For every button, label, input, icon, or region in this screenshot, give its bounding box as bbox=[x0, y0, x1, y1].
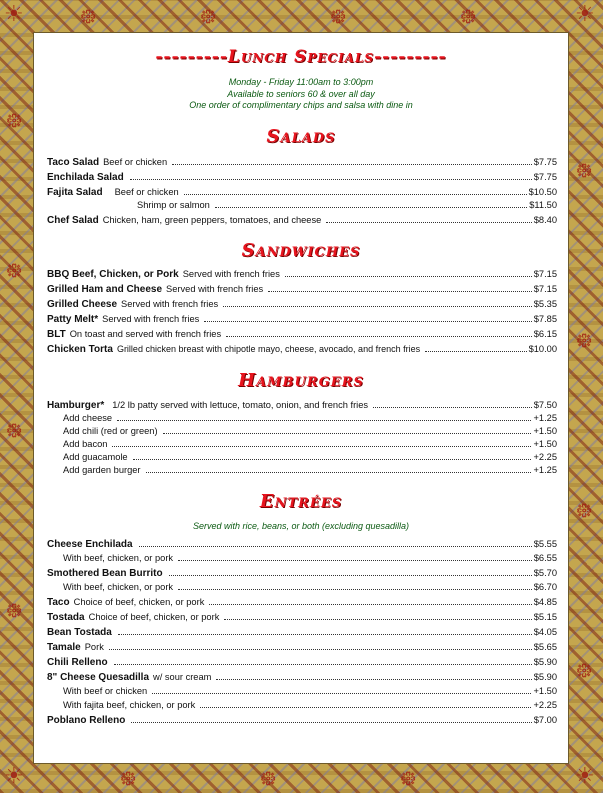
item-desc: Beef or chicken bbox=[103, 157, 168, 167]
item-price: $5.35 bbox=[533, 299, 557, 309]
item-desc: 1/2 lb patty served with lettuce, tomato, onion, and french fries bbox=[112, 400, 369, 410]
dot-leader bbox=[169, 575, 532, 576]
dot-leader bbox=[373, 407, 532, 408]
item-name: Taco Salad bbox=[47, 157, 100, 168]
menu-item bbox=[47, 329, 557, 343]
menu-item bbox=[47, 215, 557, 229]
info-line: Monday - Friday 11:00am to 3:00pm bbox=[228, 77, 374, 87]
spiral-motif-icon: ᪥ bbox=[460, 4, 477, 29]
item-name: Bean Tostada bbox=[47, 627, 112, 638]
menu-item bbox=[47, 439, 557, 453]
item-price: $10.50 bbox=[528, 187, 557, 197]
lunch-specials-heading: ---------Lunch Specials--------- bbox=[155, 47, 447, 67]
dot-leader bbox=[184, 194, 527, 195]
item-price: $5.90 bbox=[533, 657, 557, 667]
menu-item bbox=[47, 597, 557, 611]
item-price: $6.15 bbox=[533, 329, 557, 339]
dot-leader bbox=[131, 722, 531, 723]
menu-page bbox=[33, 32, 569, 764]
item-price: +2.25 bbox=[533, 700, 557, 710]
spiral-motif-icon: ᪥ bbox=[6, 418, 23, 443]
item-price: $5.90 bbox=[533, 672, 557, 682]
item-name: BBQ Beef, Chicken, or Pork bbox=[47, 269, 179, 280]
item-desc: On toast and served with french fries bbox=[69, 329, 222, 339]
item-desc: Beef or chicken bbox=[114, 187, 179, 197]
menu-item bbox=[47, 582, 557, 596]
spiral-motif-icon: ᪥ bbox=[576, 328, 593, 353]
item-name: Grilled Cheese bbox=[47, 299, 118, 310]
item-price: $7.85 bbox=[533, 314, 557, 324]
item-desc: Add cheese bbox=[63, 413, 113, 423]
dot-leader bbox=[146, 472, 532, 473]
dot-leader bbox=[285, 276, 532, 277]
dot-leader bbox=[178, 589, 532, 590]
item-name: Smothered Bean Burrito bbox=[47, 568, 163, 579]
menu-item bbox=[47, 539, 557, 553]
spiral-motif-icon: ᪥ bbox=[260, 766, 277, 791]
item-price: $5.70 bbox=[533, 568, 557, 578]
item-name: Tamale bbox=[47, 642, 81, 653]
item-price: $5.65 bbox=[533, 642, 557, 652]
menu-item bbox=[47, 686, 557, 700]
item-desc: Add guacamole bbox=[63, 452, 128, 462]
menu-item bbox=[47, 627, 557, 641]
item-price: $7.75 bbox=[533, 157, 557, 167]
item-price: $6.55 bbox=[533, 553, 557, 563]
item-price: $6.70 bbox=[533, 582, 557, 592]
spiral-motif-icon: ᪥ bbox=[576, 658, 593, 683]
item-name: Chicken Torta bbox=[47, 344, 113, 355]
spiral-motif-icon: ᪥ bbox=[80, 4, 97, 29]
spiral-motif-icon: ᪥ bbox=[330, 4, 347, 29]
dot-leader bbox=[204, 321, 531, 322]
menu-item bbox=[47, 568, 557, 582]
item-desc: Add chili (red or green) bbox=[63, 426, 158, 436]
entrees-heading: Entrées bbox=[259, 491, 343, 512]
item-name: BLT bbox=[47, 329, 66, 340]
spiral-motif-icon: ᪥ bbox=[576, 158, 593, 183]
item-desc: Shrimp or salmon bbox=[137, 200, 210, 210]
dot-leader bbox=[117, 420, 531, 421]
item-name: 8" Cheese Quesadilla bbox=[47, 672, 150, 683]
item-desc: Choice of beef, chicken, or pork bbox=[88, 612, 220, 622]
dot-leader bbox=[178, 560, 532, 561]
menu-item bbox=[47, 715, 557, 729]
item-name: Cheese Enchilada bbox=[47, 539, 133, 550]
menu-item bbox=[47, 172, 557, 186]
dot-leader bbox=[215, 207, 527, 208]
item-name: Hamburger* bbox=[47, 400, 105, 411]
dot-leader bbox=[223, 306, 532, 307]
item-name: Fajita Salad bbox=[47, 187, 103, 198]
spiral-motif-icon: ᪥ bbox=[6, 108, 23, 133]
info-line: One order of complimentary chips and salsa with dine in bbox=[189, 100, 413, 110]
item-name: Grilled Ham and Cheese bbox=[47, 284, 163, 295]
dot-leader bbox=[109, 649, 532, 650]
item-desc: Served with french fries bbox=[182, 269, 280, 279]
info-line: Available to seniors 60 & over all day bbox=[227, 88, 375, 99]
item-price: $7.50 bbox=[533, 400, 557, 410]
menu-item bbox=[47, 344, 557, 358]
item-price: $7.15 bbox=[533, 269, 557, 279]
item-price: $5.55 bbox=[533, 539, 557, 549]
item-desc: Grilled chicken breast with chipotle mayo, cheese, avocado, and french fries bbox=[116, 344, 421, 354]
menu-item bbox=[47, 187, 557, 201]
salads-heading: Salads bbox=[266, 126, 336, 147]
item-desc: Choice of beef, chicken, or pork bbox=[73, 597, 205, 607]
dot-leader bbox=[118, 634, 532, 635]
dot-leader bbox=[163, 433, 532, 434]
menu-item bbox=[47, 553, 557, 567]
item-price: $7.15 bbox=[533, 284, 557, 294]
menu-item bbox=[47, 642, 557, 656]
item-name: Chef Salad bbox=[47, 215, 99, 226]
dot-leader bbox=[114, 664, 532, 665]
item-price: $10.00 bbox=[528, 344, 557, 354]
item-desc: Served with french fries bbox=[102, 314, 200, 324]
menu-item bbox=[47, 700, 557, 714]
item-name: Patty Melt* bbox=[47, 314, 99, 325]
menu-item bbox=[47, 400, 557, 414]
spiral-motif-icon: ᪥ bbox=[200, 4, 217, 29]
dot-leader bbox=[130, 179, 532, 180]
item-desc: With beef, chicken, or pork bbox=[63, 582, 174, 592]
item-price: +1.25 bbox=[533, 413, 557, 423]
item-desc: With fajita beef, chicken, or pork bbox=[63, 700, 196, 710]
item-name: Chili Relleno bbox=[47, 657, 108, 668]
sun-motif-icon: ☀ bbox=[4, 764, 24, 789]
dot-leader bbox=[133, 459, 532, 460]
item-desc: Chicken, ham, green peppers, tomatoes, and cheese bbox=[102, 215, 322, 225]
dot-leader bbox=[224, 619, 531, 620]
menu-item bbox=[47, 200, 557, 214]
spiral-motif-icon: ᪥ bbox=[576, 498, 593, 523]
hamburgers-heading: Hamburgers bbox=[238, 370, 364, 391]
sandwiches-heading: Sandwiches bbox=[241, 240, 361, 261]
item-price: +1.50 bbox=[533, 426, 557, 436]
spiral-motif-icon: ᪥ bbox=[120, 766, 137, 791]
item-price: +2.25 bbox=[533, 452, 557, 462]
spiral-motif-icon: ᪥ bbox=[6, 598, 23, 623]
menu-item bbox=[47, 157, 557, 171]
dot-leader bbox=[112, 446, 531, 447]
sun-motif-icon: ☀ bbox=[575, 764, 595, 789]
sun-motif-icon: ☀ bbox=[575, 2, 595, 27]
item-price: $11.50 bbox=[529, 200, 557, 210]
entrees-note: Served with rice, beans, or both (excluding quesadilla) bbox=[192, 521, 410, 531]
spiral-motif-icon: ᪥ bbox=[6, 258, 23, 283]
item-price: $7.75 bbox=[533, 172, 557, 182]
item-desc: Add bacon bbox=[63, 439, 108, 449]
item-desc: With beef, chicken, or pork bbox=[63, 553, 174, 563]
dot-leader bbox=[425, 351, 526, 352]
menu-item bbox=[47, 452, 557, 466]
item-price: $4.85 bbox=[533, 597, 557, 607]
dot-leader bbox=[139, 546, 532, 547]
item-desc: With beef or chicken bbox=[63, 686, 148, 696]
dot-leader bbox=[209, 604, 531, 605]
item-name: Enchilada Salad bbox=[47, 172, 124, 183]
item-name: Poblano Relleno bbox=[47, 715, 126, 726]
dot-leader bbox=[216, 679, 531, 680]
item-price: +1.25 bbox=[533, 465, 557, 475]
item-price: $4.05 bbox=[533, 627, 557, 637]
dot-leader bbox=[326, 222, 531, 223]
dot-leader bbox=[200, 707, 531, 708]
item-desc: Served with french fries bbox=[166, 284, 264, 294]
menu-item bbox=[47, 269, 557, 283]
menu-item bbox=[47, 314, 557, 328]
dot-leader bbox=[268, 291, 532, 292]
menu-item bbox=[47, 672, 557, 686]
dot-leader bbox=[152, 693, 531, 694]
menu-item bbox=[47, 299, 557, 313]
menu-item bbox=[47, 284, 557, 298]
menu-item bbox=[47, 657, 557, 671]
menu-item bbox=[47, 612, 557, 626]
item-desc: Add garden burger bbox=[63, 465, 141, 475]
item-price: $8.40 bbox=[533, 215, 557, 225]
item-name: Taco bbox=[47, 597, 70, 608]
item-price: +1.50 bbox=[533, 439, 557, 449]
dot-leader bbox=[172, 164, 532, 165]
item-price: $5.15 bbox=[533, 612, 557, 622]
dot-leader bbox=[226, 336, 532, 337]
item-name: Tostada bbox=[47, 612, 85, 623]
menu-item bbox=[47, 426, 557, 440]
item-price: +1.50 bbox=[533, 686, 557, 696]
item-desc: Served with french fries bbox=[121, 299, 219, 309]
item-desc: Pork bbox=[84, 642, 104, 652]
item-desc: w/ sour cream bbox=[153, 672, 212, 682]
spiral-motif-icon: ᪥ bbox=[400, 766, 417, 791]
sun-motif-icon: ☀ bbox=[4, 2, 24, 27]
menu-item bbox=[47, 413, 557, 427]
menu-item bbox=[47, 465, 557, 479]
item-price: $7.00 bbox=[533, 715, 557, 725]
